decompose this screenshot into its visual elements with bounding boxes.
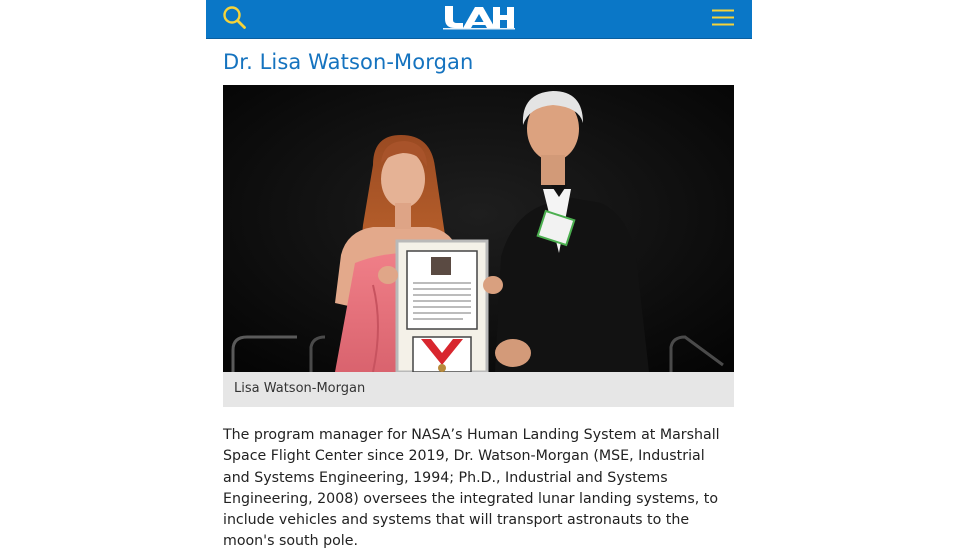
article-body: The program manager for NASA’s Human Landing System at Marshall Space Flight Center since 2019, Dr. Watson-Morgan (MSE, Industrial and Systems Engineering, 1994; Ph.D., Industrial and Systems Engineering, 2008) oversees the integrated lunar landing systems, to include vehicles and systems that will transport astronauts to the moon's south pole.: [223, 427, 720, 550]
uah-logo[interactable]: [441, 4, 517, 30]
page-title: Dr. Lisa Watson-Morgan: [223, 50, 474, 74]
hamburger-menu-icon: [710, 6, 736, 30]
search-button[interactable]: [220, 3, 250, 33]
site-header: [206, 0, 752, 39]
article-figure: [223, 85, 734, 407]
page: [206, 0, 752, 550]
uah-logo-mark: [441, 4, 517, 30]
award-ceremony-photo: [223, 85, 734, 372]
menu-button[interactable]: [710, 6, 736, 30]
photo-caption: Lisa Watson-Morgan: [223, 372, 734, 407]
search-icon: [220, 3, 250, 33]
